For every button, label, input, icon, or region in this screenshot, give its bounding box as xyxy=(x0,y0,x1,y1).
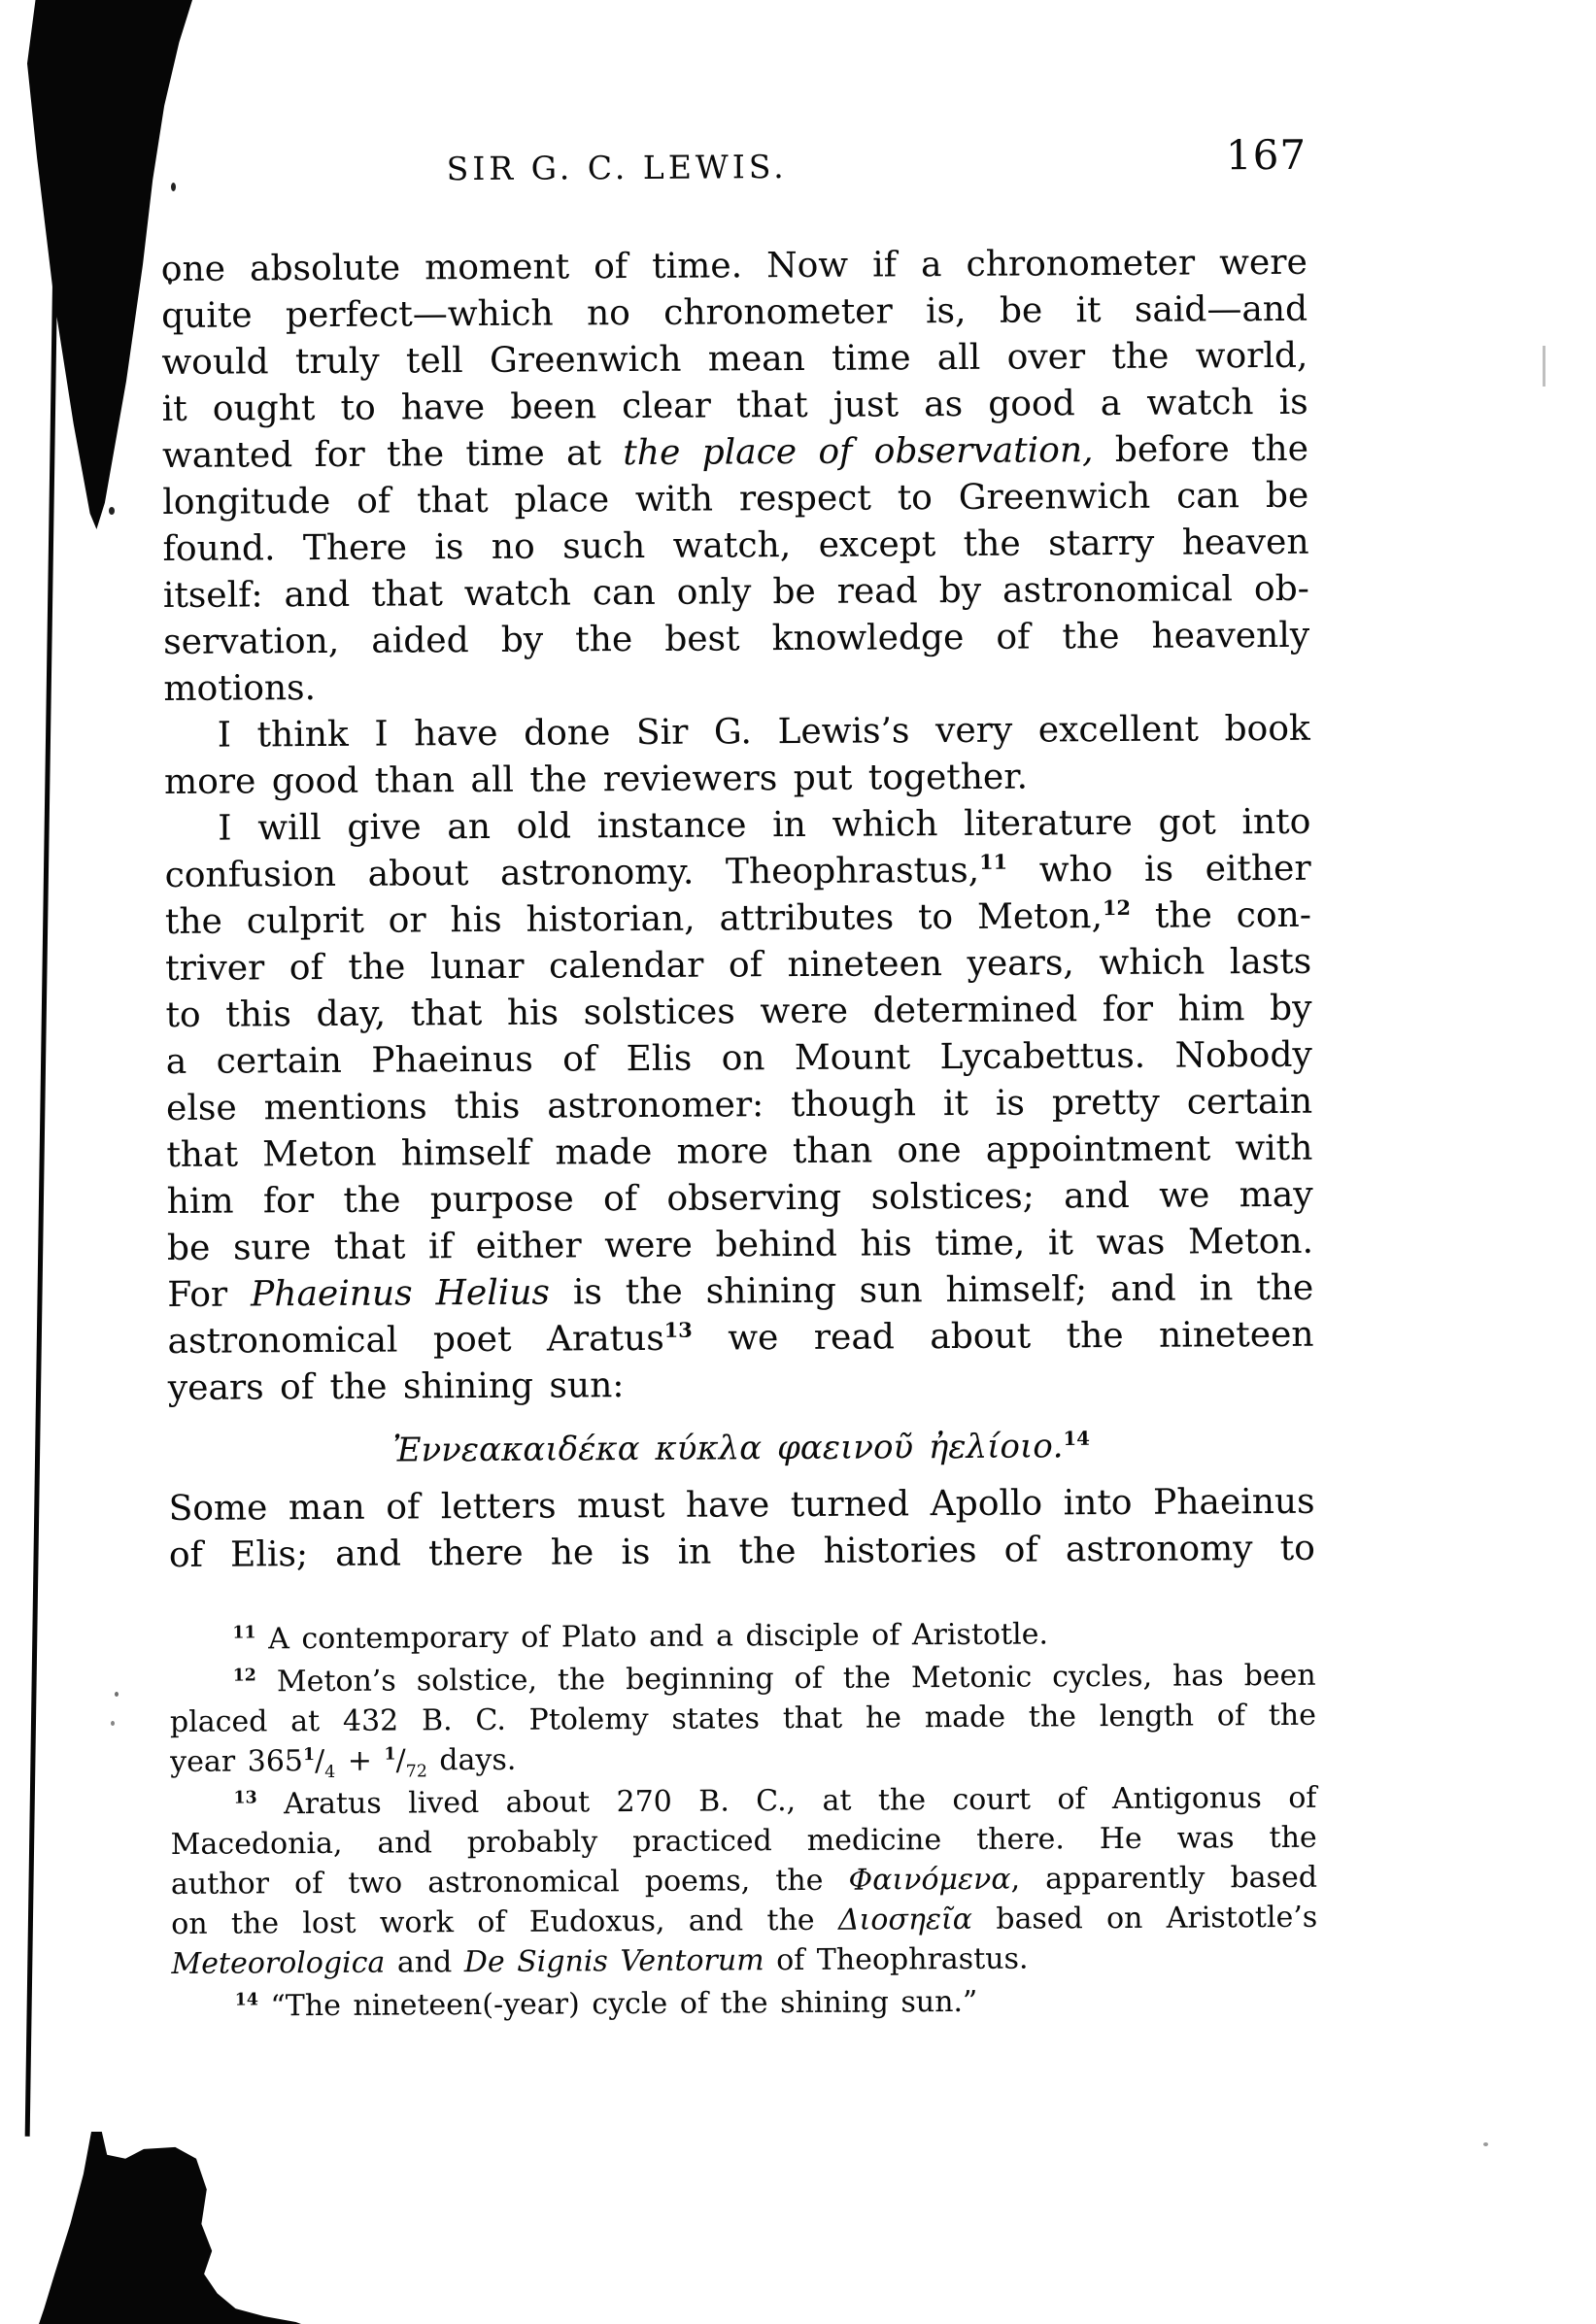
page-header xyxy=(160,131,1307,196)
text-line: I think I have done Sir G. Lewis’s very excellent book xyxy=(217,708,1310,756)
footnote xyxy=(170,1778,1317,1984)
ink-blot-bottom-left xyxy=(39,2132,301,2324)
text-line: the culprit or his historian, attributes to Meton,$^{12}$ the con- xyxy=(164,894,1312,942)
text-line: servation, aided by the best knowledge of the heavenly xyxy=(163,615,1310,662)
greek-quotation xyxy=(168,1421,1314,1476)
text-line: a certain Phaeinus of Elis on Mount Lycabettus. Nobody xyxy=(165,1034,1312,1082)
body-text-continued xyxy=(168,1479,1315,1579)
text-line: to this day, that his solstices were determined for him by xyxy=(165,988,1312,1035)
text-line: be sure that if either were behind his time, it was Meton. xyxy=(166,1221,1314,1268)
footnote xyxy=(170,1656,1317,1782)
text-line: $^{13}$ Aratus lived about 270 B. C., at the court of Antigonus of xyxy=(233,1780,1317,1822)
text-line: would truly tell Greenwich mean time all over the world, xyxy=(161,335,1308,383)
running-title: SIR G. C. LEWIS. xyxy=(446,148,788,188)
text-line: longitude of that place with respect to Greenwich can be xyxy=(162,475,1309,522)
scan-dot xyxy=(1483,2142,1488,2146)
text-line: that Meton himself made more than one appointment with xyxy=(166,1128,1313,1175)
text-line: $^{11}$ A contemporary of Plato and a disciple of Aristotle. xyxy=(232,1617,1049,1657)
text-line: one absolute moment of time. Now if a chronometer were xyxy=(160,242,1307,289)
text-line: confusion about astronomy. Theophrastus,$^{11}$ who is either xyxy=(164,848,1311,895)
page-content xyxy=(160,131,1318,2027)
text-line: him for the purpose of observing solstices; and we may xyxy=(166,1174,1313,1222)
text-line: wanted for the time at the place of observation, before the xyxy=(161,428,1309,476)
page-edge-line xyxy=(25,85,60,2137)
text-line: I will give an old instance in which literature got into xyxy=(218,801,1311,849)
ink-speck xyxy=(109,507,115,515)
text-line: found. There is no such watch, except the starry heaven xyxy=(162,522,1309,569)
text-line: itself: and that watch can only be read by astronomical ob- xyxy=(162,568,1309,616)
ink-speck xyxy=(111,1721,115,1726)
footnote xyxy=(169,1613,1315,1660)
text-line: $^{14}$ “The nineteen(-year) cycle of the shining sun.” xyxy=(234,1984,978,2024)
text-line: Ἐννεακαιδέκα κύκλα φαεινοῦ ἠελίοιο.$^{14}$ xyxy=(392,1426,1090,1470)
text-line: Some man of letters must have turned Apollo into Phaeinus xyxy=(168,1481,1315,1529)
text-line: years of the shining sun: xyxy=(167,1365,625,1408)
text-line: motions. xyxy=(163,668,317,709)
text-line: it ought to have been clear that just as good a watch is xyxy=(161,382,1308,429)
text-line: triver of the lunar calendar of nineteen years, which lasts xyxy=(165,941,1312,989)
page-number: 167 xyxy=(1225,130,1307,180)
ink-speck xyxy=(115,1692,119,1697)
text-line: else mentions this astronomer: though it is pretty certain xyxy=(165,1081,1313,1128)
text-line: on the lost work of Eudoxus, and the Διοσηεῖα based on Aristotle’s xyxy=(171,1900,1318,1941)
text-line: $^{12}$ Meton’s solstice, the beginning of the Metonic cycles, has been xyxy=(232,1658,1316,1700)
scan-smudge xyxy=(1543,346,1545,387)
body-text xyxy=(161,240,1314,1412)
text-line: quite perfect—which no chronometer is, be it said—and xyxy=(160,288,1308,336)
text-line: For Phaeinus Helius is the shining sun himself; and in the xyxy=(167,1267,1314,1315)
text-line: more good than all the reviewers put together. xyxy=(163,757,1029,802)
footnotes-section xyxy=(169,1613,1318,2027)
text-line: placed at 432 B. C. Ptolemy states that he made the length of the xyxy=(169,1698,1317,1739)
text-line: of Elis; and there he is in the histories of astronomy to xyxy=(168,1528,1316,1575)
text-line: Macedonia, and probably practiced medicine there. He was the xyxy=(170,1820,1317,1862)
text-line: author of two astronomical poems, the Φαινόμενα, apparently based xyxy=(170,1860,1318,1902)
text-line: Meteorologica and De Signis Ventorum of Theophrastus. xyxy=(171,1941,1029,1981)
footnote xyxy=(172,1980,1318,2027)
text-line: year $365^1/_4 + ^1/_{72}$ days. xyxy=(170,1742,517,1782)
text-line: astronomical poet Aratus$^{13}$ we read about the nineteen xyxy=(167,1314,1314,1362)
